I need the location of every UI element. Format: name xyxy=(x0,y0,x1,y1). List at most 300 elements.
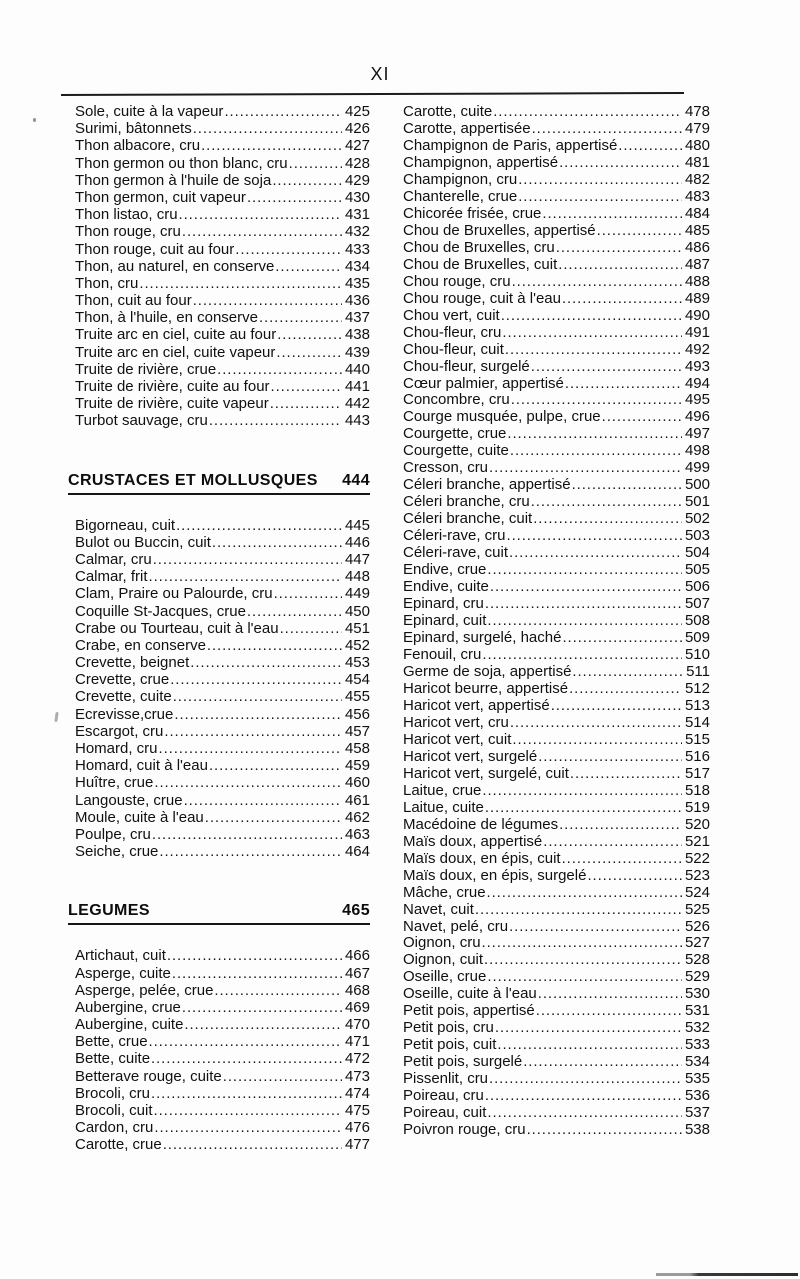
entry-label: Aubergine, crue xyxy=(75,998,181,1016)
entry-page-number: 461 xyxy=(344,791,370,809)
entry-page-number: 438 xyxy=(344,326,370,344)
entry-page-number: 528 xyxy=(684,951,710,969)
toc-entry xyxy=(68,1136,370,1153)
toc-entry xyxy=(68,620,370,637)
entry-page-number: 523 xyxy=(684,866,710,884)
entry-page-number: 454 xyxy=(344,671,370,689)
entry-page-number: 506 xyxy=(684,578,710,596)
entry-page-number: 537 xyxy=(684,1104,710,1122)
dot-leader xyxy=(527,1122,682,1139)
entry-page-number: 514 xyxy=(684,713,710,731)
entry-page-number: 453 xyxy=(344,654,370,672)
entry-page-number: 522 xyxy=(684,849,710,867)
toc-entry xyxy=(68,395,370,412)
toc-entry xyxy=(68,792,370,809)
toc-entry xyxy=(403,121,710,138)
entry-label: Homard, cuit à l'eau xyxy=(75,757,208,775)
toc-entry xyxy=(68,774,370,791)
entry-page-number: 535 xyxy=(684,1070,710,1088)
toc-entry xyxy=(68,740,370,757)
dot-leader xyxy=(565,376,682,393)
entry-page-number: 525 xyxy=(684,900,710,918)
entry-page-number: 473 xyxy=(344,1067,370,1085)
dot-leader xyxy=(182,223,342,240)
entry-page-number: 482 xyxy=(684,170,710,188)
entry-page-number: 475 xyxy=(344,1102,370,1119)
entry-label: Courgette, cuite xyxy=(403,442,509,460)
entry-label: Haricot beurre, appertisé xyxy=(403,679,569,697)
entry-page-number: 457 xyxy=(344,722,370,740)
entry-page-number: 428 xyxy=(344,154,370,172)
toc-entry xyxy=(403,155,710,172)
toc-entry xyxy=(68,275,370,292)
toc-entry xyxy=(68,706,370,723)
entry-label: Sole, cuite à la vapeur xyxy=(75,103,224,120)
entry-page-number: 467 xyxy=(344,964,370,982)
dot-leader xyxy=(618,138,682,155)
toc-entry xyxy=(403,715,710,732)
entry-page-number: 513 xyxy=(684,696,710,714)
entry-label: Thon germon ou thon blanc, cru xyxy=(75,154,288,172)
entry-page-number: 474 xyxy=(344,1084,370,1102)
entry-page-number: 459 xyxy=(344,757,370,775)
dot-leader xyxy=(205,809,342,826)
entry-page-number: 483 xyxy=(684,187,710,205)
toc-entry xyxy=(403,1003,710,1020)
dot-leader xyxy=(518,172,682,189)
entry-label: Chou de Bruxelles, appertisé xyxy=(403,221,596,239)
toc-entry xyxy=(68,654,370,671)
entry-label: Thon germon à l'huile de soja xyxy=(75,171,272,189)
entry-label: Pissenlit, cru xyxy=(403,1070,489,1088)
dot-leader xyxy=(275,258,342,275)
entry-label: Mâche, crue xyxy=(403,883,486,901)
entry-page-number: 498 xyxy=(684,442,710,460)
entry-page-number: 510 xyxy=(684,646,710,663)
entry-block xyxy=(68,517,370,861)
entry-page-number: 437 xyxy=(344,309,370,327)
toc-entry xyxy=(403,376,710,393)
entry-block xyxy=(403,104,710,1139)
dot-leader xyxy=(174,706,342,723)
dot-leader xyxy=(587,868,682,885)
section-title: CRUSTACES ET MOLLUSQUES xyxy=(68,471,318,489)
dot-leader xyxy=(201,137,342,154)
entry-label: Betterave rouge, cuite xyxy=(75,1067,222,1085)
dot-leader xyxy=(209,757,342,774)
dot-leader xyxy=(572,477,682,494)
entry-page-number: 425 xyxy=(344,103,370,120)
entry-label: Brocoli, cuit xyxy=(75,1102,153,1119)
dot-leader xyxy=(159,843,342,860)
header-rule xyxy=(61,92,684,96)
dot-leader xyxy=(512,274,682,291)
dot-leader xyxy=(289,155,342,172)
entry-page-number: 507 xyxy=(684,595,710,613)
dot-leader xyxy=(489,460,682,477)
entry-page-number: 479 xyxy=(684,119,710,137)
entry-label: Laitue, cuite xyxy=(403,798,484,816)
dot-leader xyxy=(569,681,682,698)
entry-label: Chou-fleur, surgelé xyxy=(403,357,530,375)
entry-label: Moule, cuite à l'eau xyxy=(75,808,204,826)
entry-label: Truite de rivière, crue xyxy=(75,360,217,378)
toc-entry xyxy=(403,647,710,664)
entry-label: Surimi, bâtonnets xyxy=(75,120,192,138)
entry-label: Maïs doux, appertisé xyxy=(403,832,543,850)
entry-page-number: 536 xyxy=(684,1087,710,1105)
entry-page-number: 452 xyxy=(344,636,370,654)
entry-page-number: 480 xyxy=(684,136,710,154)
entry-page-number: 526 xyxy=(684,917,710,935)
dot-leader xyxy=(531,494,682,511)
toc-entry xyxy=(68,309,370,326)
dot-leader xyxy=(559,817,682,834)
entry-page-number: 518 xyxy=(684,781,710,799)
entry-page-number: 443 xyxy=(344,412,370,430)
entry-page-number: 463 xyxy=(344,825,370,843)
section-page-number: 444 xyxy=(342,471,370,489)
entry-label: Crevette, crue xyxy=(75,671,170,689)
entry-label: Poireau, cuit xyxy=(403,1104,487,1122)
toc-entry xyxy=(403,834,710,851)
toc-entry xyxy=(403,392,710,409)
entry-label: Epinard, cuit xyxy=(403,612,487,630)
dot-leader xyxy=(543,834,682,851)
toc-entry xyxy=(68,965,370,982)
entry-page-number: 450 xyxy=(344,602,370,620)
toc-entry xyxy=(68,344,370,361)
entry-label: Ecrevisse,crue xyxy=(75,705,174,723)
entry-label: Brocoli, cru xyxy=(75,1084,151,1102)
entry-label: Carotte, crue xyxy=(75,1136,162,1154)
dot-leader xyxy=(490,579,682,596)
toc-entry xyxy=(68,671,370,688)
entry-label: Endive, crue xyxy=(403,561,487,579)
entry-label: Bette, crue xyxy=(75,1033,148,1051)
entry-label: Chou-fleur, cuit xyxy=(403,340,504,358)
toc-entry xyxy=(68,947,370,964)
toc-entry xyxy=(68,206,370,223)
toc-entry xyxy=(403,986,710,1003)
dot-leader xyxy=(193,292,342,309)
entry-page-number: 476 xyxy=(344,1119,370,1137)
entry-page-number: 439 xyxy=(344,343,370,361)
entry-label: Epinard, cru xyxy=(403,595,484,613)
entry-page-number: 446 xyxy=(344,533,370,551)
entry-label: Oseille, cuite à l'eau xyxy=(403,985,537,1003)
entry-label: Carotte, appertisée xyxy=(403,119,531,137)
toc-entry xyxy=(403,240,710,257)
entry-label: Oseille, crue xyxy=(403,968,487,986)
entry-page-number: 460 xyxy=(344,774,370,792)
entry-label: Champignon, cru xyxy=(403,170,518,188)
dot-leader xyxy=(485,596,682,613)
dot-leader xyxy=(176,517,342,534)
dot-leader xyxy=(259,309,342,326)
dot-leader xyxy=(272,172,342,189)
entry-page-number: 516 xyxy=(684,747,710,765)
entry-page-number: 500 xyxy=(684,476,710,494)
entry-label: Haricot vert, cru xyxy=(403,713,509,731)
entry-page-number: 462 xyxy=(344,808,370,826)
entry-page-number: 515 xyxy=(684,730,710,748)
entry-label: Oignon, cru xyxy=(403,934,481,952)
toc-entry xyxy=(68,688,370,705)
toc-entry xyxy=(403,1122,710,1139)
entry-page-number: 427 xyxy=(344,137,370,155)
dot-leader xyxy=(523,1054,682,1071)
toc-entry xyxy=(403,783,710,800)
dot-leader xyxy=(536,1003,682,1020)
entry-page-number: 441 xyxy=(344,378,370,395)
dot-leader xyxy=(184,1016,342,1033)
toc-entry xyxy=(403,443,710,460)
toc-entry xyxy=(403,630,710,647)
dot-leader xyxy=(271,378,342,395)
toc-entry xyxy=(68,155,370,172)
toc-entry xyxy=(68,378,370,395)
entry-page-number: 445 xyxy=(344,516,370,534)
dot-leader xyxy=(214,982,342,999)
dot-leader xyxy=(551,698,682,715)
entry-label: Thon, à l'huile, en conserve xyxy=(75,309,258,327)
entry-page-number: 431 xyxy=(344,206,370,224)
entry-label: Petit pois, surgelé xyxy=(403,1053,523,1071)
entry-label: Céleri branche, cru xyxy=(403,493,530,511)
toc-entry xyxy=(403,562,710,579)
dot-leader xyxy=(501,308,682,325)
dot-leader xyxy=(224,103,342,120)
toc-entry xyxy=(68,1050,370,1067)
toc-entry xyxy=(68,258,370,275)
dot-leader xyxy=(510,443,682,460)
entry-page-number: 442 xyxy=(344,395,370,413)
entry-page-number: 429 xyxy=(344,171,370,189)
entry-page-number: 505 xyxy=(684,561,710,579)
entry-page-number: 501 xyxy=(684,493,710,511)
entry-page-number: 538 xyxy=(684,1121,710,1139)
entry-label: Truite de rivière, cuite au four xyxy=(75,378,270,395)
section-title: LEGUMES xyxy=(68,902,150,920)
entry-page-number: 521 xyxy=(684,832,710,850)
entry-label: Maïs doux, en épis, cuit xyxy=(403,849,561,867)
entry-page-number: 477 xyxy=(344,1136,370,1154)
entry-label: Thon listao, cru xyxy=(75,206,178,224)
section-header xyxy=(68,472,370,495)
toc-entry xyxy=(68,223,370,240)
section-page-number: 465 xyxy=(342,902,370,920)
entry-page-number: 435 xyxy=(344,274,370,292)
entry-label: Cresson, cru xyxy=(403,459,489,477)
entry-page-number: 533 xyxy=(684,1036,710,1054)
toc-entry xyxy=(68,1016,370,1033)
toc-entry xyxy=(403,308,710,325)
entry-label: Epinard, surgelé, haché xyxy=(403,629,562,647)
dot-leader xyxy=(235,241,342,258)
entry-page-number: 432 xyxy=(344,223,370,241)
entry-page-number: 487 xyxy=(684,255,710,273)
toc-entry xyxy=(68,568,370,585)
entry-label: Thon, cru xyxy=(75,274,139,292)
dot-leader xyxy=(532,121,682,138)
dot-leader xyxy=(482,783,682,800)
dot-leader xyxy=(482,647,682,664)
entry-label: Turbot sauvage, cru xyxy=(75,412,208,430)
entry-page-number: 448 xyxy=(344,568,370,586)
entry-page-number: 472 xyxy=(344,1050,370,1068)
dot-leader xyxy=(512,732,682,749)
entry-label: Chou vert, cuit xyxy=(403,306,500,324)
toc-entry xyxy=(68,241,370,258)
entry-label: Endive, cuite xyxy=(403,578,489,596)
toc-entry xyxy=(403,613,710,630)
left-column xyxy=(68,103,370,1154)
dot-leader xyxy=(495,1020,682,1037)
entry-page-number: 464 xyxy=(344,843,370,861)
entry-label: Haricot vert, surgelé xyxy=(403,747,538,765)
dot-leader xyxy=(487,885,682,902)
entry-page-number: 451 xyxy=(344,619,370,637)
dot-leader xyxy=(154,1119,342,1136)
entry-label: Courge musquée, pulpe, crue xyxy=(403,408,601,426)
toc-entry xyxy=(68,999,370,1016)
entry-label: Crabe, en conserve xyxy=(75,636,206,654)
entry-label: Haricot vert, surgelé, cuit xyxy=(403,764,569,782)
toc-entry xyxy=(403,952,710,969)
dot-leader xyxy=(487,562,682,579)
entry-page-number: 430 xyxy=(344,188,370,206)
entry-page-number: 447 xyxy=(344,550,370,568)
toc-entry xyxy=(403,511,710,528)
entry-label: Chou de Bruxelles, cru xyxy=(403,238,555,256)
entry-page-number: 478 xyxy=(684,103,710,120)
entry-label: Thon rouge, cuit au four xyxy=(75,240,235,258)
dot-leader xyxy=(149,568,342,585)
toc-entry xyxy=(68,757,370,774)
dot-leader xyxy=(179,206,342,223)
toc-entry xyxy=(68,1119,370,1136)
dot-leader xyxy=(507,426,682,443)
toc-entry xyxy=(68,326,370,343)
toc-entry xyxy=(68,534,370,551)
entry-page-number: 436 xyxy=(344,292,370,310)
dot-leader xyxy=(487,613,682,630)
entry-label: Céleri branche, cuit xyxy=(403,510,533,528)
dot-leader xyxy=(485,800,682,817)
entry-page-number: 489 xyxy=(684,289,710,307)
entry-label: Poivron rouge, cru xyxy=(403,1121,526,1139)
dot-leader xyxy=(538,749,682,766)
dot-leader xyxy=(247,603,342,620)
scan-speck xyxy=(54,712,58,722)
entry-label: Asperge, cuite xyxy=(75,964,171,982)
entry-label: Escargot, cru xyxy=(75,722,164,740)
toc-entry xyxy=(403,138,710,155)
toc-entry xyxy=(68,103,370,120)
toc-entry xyxy=(403,460,710,477)
entry-page-number: 534 xyxy=(684,1053,710,1071)
dot-leader xyxy=(482,935,682,952)
toc-entry xyxy=(403,919,710,936)
toc-entry xyxy=(403,325,710,342)
toc-entry xyxy=(403,1020,710,1037)
toc-entry xyxy=(68,361,370,378)
dot-leader xyxy=(217,361,342,378)
entry-label: Bulot ou Buccin, cuit xyxy=(75,533,211,551)
dot-leader xyxy=(139,275,342,292)
dot-leader xyxy=(184,792,342,809)
entry-label: Maïs doux, en épis, surgelé xyxy=(403,866,587,884)
toc-entry xyxy=(403,969,710,986)
entry-label: Thon, cuit au four xyxy=(75,292,192,310)
entry-label: Truite de rivière, cuite vapeur xyxy=(75,395,269,413)
entry-page-number: 466 xyxy=(344,947,370,965)
toc-entry xyxy=(68,120,370,137)
right-column xyxy=(403,104,710,1139)
entry-label: Thon albacore, cru xyxy=(75,137,201,155)
entry-label: Crabe ou Tourteau, cuit à l'eau xyxy=(75,619,279,637)
dot-leader xyxy=(149,1033,342,1050)
toc-entry xyxy=(403,528,710,545)
entry-label: Haricot vert, appertisé xyxy=(403,696,550,714)
dot-leader xyxy=(511,392,682,409)
entry-label: Chou-fleur, cru xyxy=(403,323,502,341)
entry-page-number: 488 xyxy=(684,272,710,290)
dot-leader xyxy=(163,1136,342,1153)
section-header xyxy=(68,902,370,925)
toc-entry xyxy=(403,766,710,783)
toc-entry xyxy=(403,1037,710,1054)
entry-page-number: 502 xyxy=(684,510,710,528)
footer-rule xyxy=(656,1273,798,1276)
entry-page-number: 490 xyxy=(684,306,710,324)
entry-label: Haricot vert, cuit xyxy=(403,730,512,748)
entry-page-number: 426 xyxy=(344,120,370,138)
entry-label: Aubergine, cuite xyxy=(75,1016,184,1034)
entry-page-number: 511 xyxy=(686,662,710,680)
toc-entry xyxy=(403,885,710,902)
entry-label: Homard, cru xyxy=(75,740,158,757)
toc-entry xyxy=(68,809,370,826)
entry-page-number: 497 xyxy=(684,425,710,443)
toc-entry xyxy=(403,257,710,274)
entry-label: Chou rouge, cru xyxy=(403,272,511,290)
toc-entry xyxy=(403,545,710,562)
entry-label: Petit pois, cru xyxy=(403,1019,494,1037)
entry-label: Carotte, cuite xyxy=(403,103,493,120)
dot-leader xyxy=(572,664,683,681)
toc-entry xyxy=(68,517,370,534)
entry-page-number: 495 xyxy=(684,391,710,409)
toc-entry xyxy=(403,800,710,817)
dot-leader xyxy=(277,326,342,343)
dot-leader xyxy=(497,1037,682,1054)
toc-entry xyxy=(68,189,370,206)
entry-label: Coquille St-Jacques, crue xyxy=(75,602,246,620)
entry-label: Courgette, crue xyxy=(403,425,507,443)
toc-entry xyxy=(403,104,710,121)
dot-leader xyxy=(167,947,342,964)
dot-leader xyxy=(597,223,682,240)
entry-label: Petit pois, cuit xyxy=(403,1036,497,1054)
entry-label: Bigorneau, cuit xyxy=(75,516,176,534)
dot-leader xyxy=(182,999,342,1016)
entry-page-number: 486 xyxy=(684,238,710,256)
entry-page-number: 471 xyxy=(344,1033,370,1051)
entry-label: Artichaut, cuit xyxy=(75,947,166,965)
entry-page-number: 527 xyxy=(684,934,710,952)
